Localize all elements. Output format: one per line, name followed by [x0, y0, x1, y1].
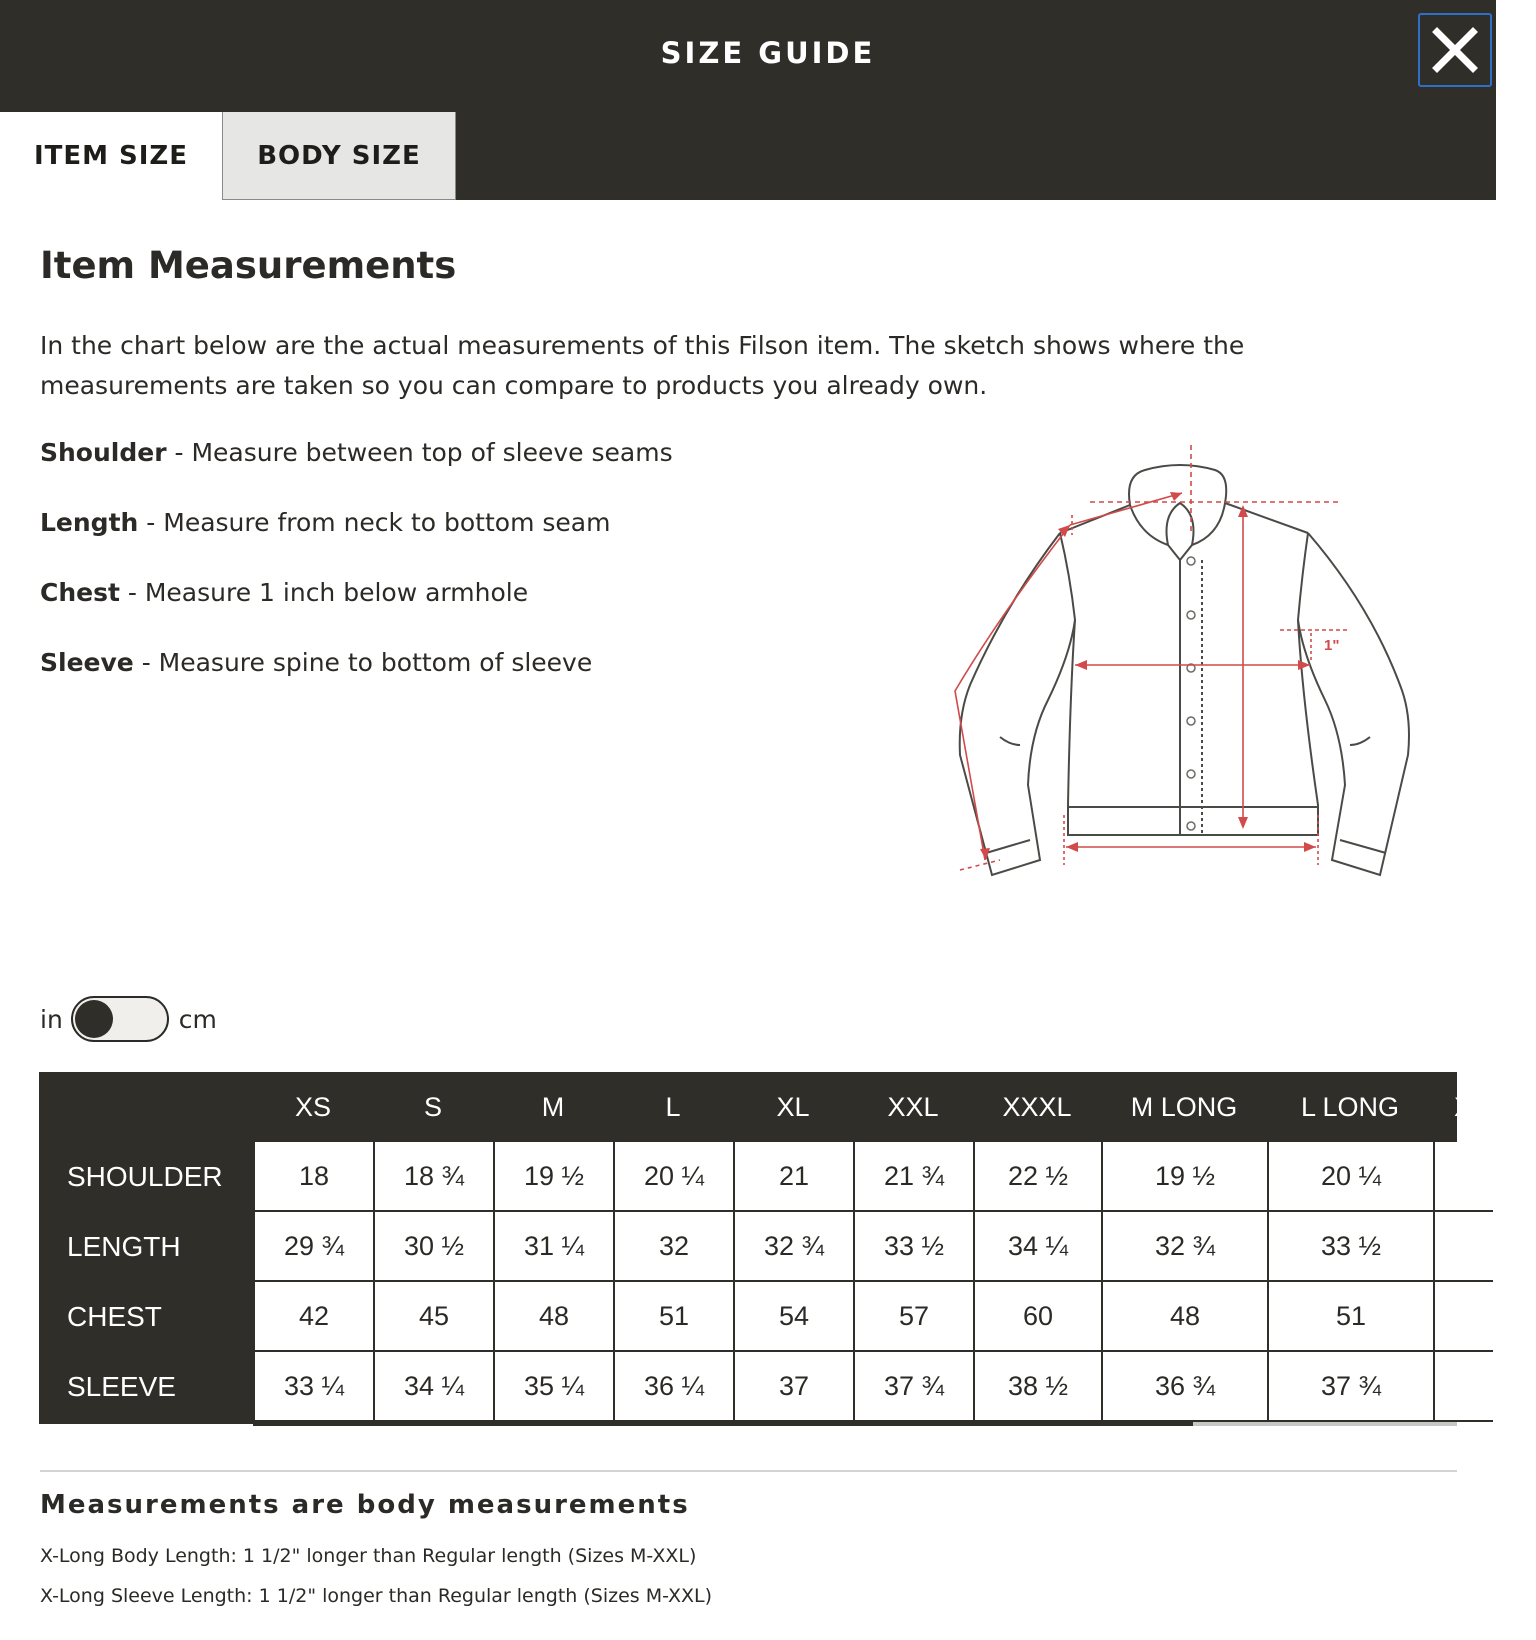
measure-term: Length: [40, 508, 139, 537]
measure-chest: [40, 578, 528, 607]
table-cell: [1433, 1212, 1493, 1282]
table-cell: 36 ¾: [1101, 1352, 1267, 1422]
table-cell: 18: [253, 1142, 373, 1212]
row-label: SLEEVE: [67, 1371, 176, 1402]
column-header: L LONG: [1300, 1091, 1400, 1122]
table-cell: [1433, 1282, 1493, 1352]
measure-sleeve: [40, 648, 592, 677]
close-icon: [1431, 26, 1479, 74]
table-cell: 34 ¼: [973, 1212, 1101, 1282]
table-cell: 19 ½: [493, 1142, 613, 1212]
column-header: S: [423, 1091, 442, 1122]
button-dot: [1187, 611, 1195, 619]
close-button[interactable]: [1418, 13, 1492, 87]
table-cell: 54: [733, 1282, 853, 1352]
section-divider: [40, 1470, 1457, 1472]
row-label: CHEST: [67, 1301, 162, 1332]
notes-title: Measurements are body measurements: [40, 1490, 690, 1520]
measure-term: Chest: [40, 578, 120, 607]
button-dot: [1187, 822, 1195, 830]
table-cell: 33 ½: [1267, 1212, 1433, 1282]
column-header: XS: [294, 1091, 332, 1122]
size-table: [39, 1072, 1472, 1426]
table-cell: 35 ¼: [493, 1352, 613, 1422]
table-scroll-thumb[interactable]: [253, 1422, 1193, 1426]
table-cell: 18 ¾: [373, 1142, 493, 1212]
measure-shoulder: [40, 438, 673, 467]
table-cell: 48: [1101, 1282, 1267, 1352]
table-cell: 60: [973, 1282, 1101, 1352]
table-cell: 21: [733, 1142, 853, 1212]
button-dot: [1187, 717, 1195, 725]
note-line: X-Long Body Length: 1 1/2" longer than Regular length (Sizes M-XXL): [40, 1545, 697, 1567]
button-dot: [1187, 557, 1195, 565]
column-header: XXXL: [1002, 1091, 1072, 1122]
table-cell: 30 ½: [373, 1212, 493, 1282]
tab-body-size[interactable]: BODY SIZE: [222, 112, 456, 200]
unit-toggle-switch[interactable]: [71, 996, 169, 1042]
table-cell: 19 ½: [1101, 1142, 1267, 1212]
table-cell: 51: [1267, 1282, 1433, 1352]
measure-term: Shoulder: [40, 438, 167, 467]
table-cell: 21 ¾: [853, 1142, 973, 1212]
unit-label-in: in: [40, 1004, 63, 1034]
table-cell: 20 ¼: [613, 1142, 733, 1212]
table-cell: 32 ¾: [1101, 1212, 1267, 1282]
column-header: X: [1453, 1091, 1472, 1122]
table-cell: 22 ½: [973, 1142, 1101, 1212]
measure-desc: - Measure spine to bottom of sleeve: [133, 648, 593, 677]
table-cell: 37 ¾: [1267, 1352, 1433, 1422]
column-header: XL: [776, 1091, 810, 1122]
toggle-knob: [75, 1000, 113, 1038]
measure-length: [40, 508, 610, 537]
unit-label-cm: cm: [178, 1004, 217, 1034]
measure-term: Sleeve: [40, 648, 134, 677]
unit-toggle-row: [40, 995, 217, 1043]
table-cell: 42: [253, 1282, 373, 1352]
table-cell: 33 ½: [853, 1212, 973, 1282]
table-cell: 29 ¾: [253, 1212, 373, 1282]
section-title: Item Measurements: [40, 244, 457, 287]
table-cell: 33 ¼: [253, 1352, 373, 1422]
jacket-outline: [960, 465, 1409, 875]
measure-desc: - Measure 1 inch below armhole: [119, 578, 529, 607]
table-cell: 45: [373, 1282, 493, 1352]
column-header: L: [665, 1091, 681, 1122]
column-header: M LONG: [1130, 1091, 1238, 1122]
table-cell: 20 ¼: [1267, 1142, 1433, 1212]
modal-title: SIZE GUIDE: [660, 36, 876, 70]
table-cell: 51: [613, 1282, 733, 1352]
column-header: M: [541, 1091, 565, 1122]
jacket-measurement-sketch: [930, 455, 1450, 920]
row-label: SHOULDER: [67, 1161, 223, 1192]
buttons: [1187, 557, 1195, 830]
column-header: XXL: [887, 1091, 939, 1122]
table-cell: 34 ¼: [373, 1352, 493, 1422]
table-cell: 57: [853, 1282, 973, 1352]
table-cell: 37 ¾: [853, 1352, 973, 1422]
row-label: LENGTH: [67, 1231, 181, 1262]
measure-desc: - Measure from neck to bottom seam: [138, 508, 611, 537]
table-cell: 48: [493, 1282, 613, 1352]
table-cell: [1433, 1142, 1493, 1212]
button-dot: [1187, 770, 1195, 778]
intro-text: In the chart below are the actual measurements of this Filson item. The sketch shows where the measurements are taken so you can compare to products you already own.: [40, 331, 1245, 400]
table-cell: [1433, 1352, 1493, 1422]
table-cell: 36 ¼: [613, 1352, 733, 1422]
table-cell: 32 ¾: [733, 1212, 853, 1282]
table-cell: 31 ¼: [493, 1212, 613, 1282]
measure-desc: - Measure between top of sleeve seams: [166, 438, 673, 467]
note-line: X-Long Sleeve Length: 1 1/2" longer than Regular length (Sizes M-XXL): [40, 1585, 713, 1607]
tab-item-size[interactable]: ITEM SIZE: [0, 112, 222, 200]
table-cell: 38 ½: [973, 1352, 1101, 1422]
table-cell: 32: [613, 1212, 733, 1282]
one-inch-annotation: 1": [1324, 637, 1340, 654]
table-cell: 37: [733, 1352, 853, 1422]
